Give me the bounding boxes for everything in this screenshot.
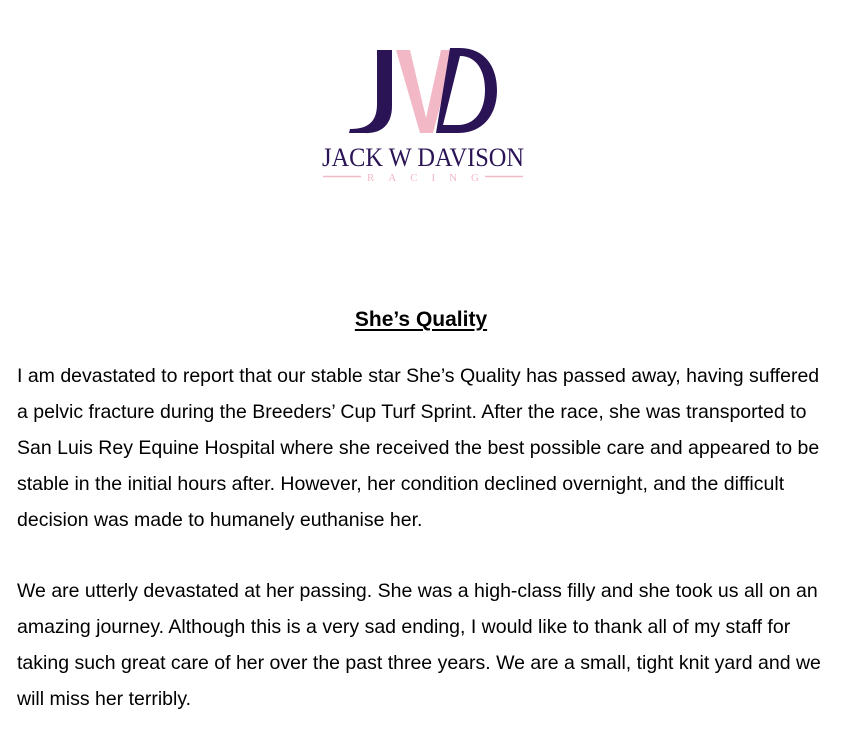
logo-j-shape — [349, 50, 392, 133]
article-title: She’s Quality — [354, 308, 488, 331]
article-paragraph-2: We are utterly devastated at her passing. She was a high-class filly and she took us all on an amazing journey. Although this is a very sad ending, I would like to thank all of my staff for taking such great care of her over the past three years. We are a small, tight knit yard and we will miss her terribly. — [17, 580, 821, 710]
logo-tagline-text: RACING — [367, 172, 479, 184]
logo-graphic — [0, 0, 842, 200]
article-paragraph-1: I am devastated to report that our stable star She’s Quality has passed away, having suffered a pelvic fracture during the Breeders’ Cup Turf Sprint. After the race, she was transported to San Luis Rey Equine Hospital where she received the best possible care and appeared to be stable in the initial hours after. However, her condition declined overnight, and the difficult decision was made to humanely euthanise her. — [17, 365, 820, 531]
jack-w-davison-racing-logo — [0, 0, 842, 200]
logo-name-text: JACK W DAVISON — [322, 142, 524, 172]
